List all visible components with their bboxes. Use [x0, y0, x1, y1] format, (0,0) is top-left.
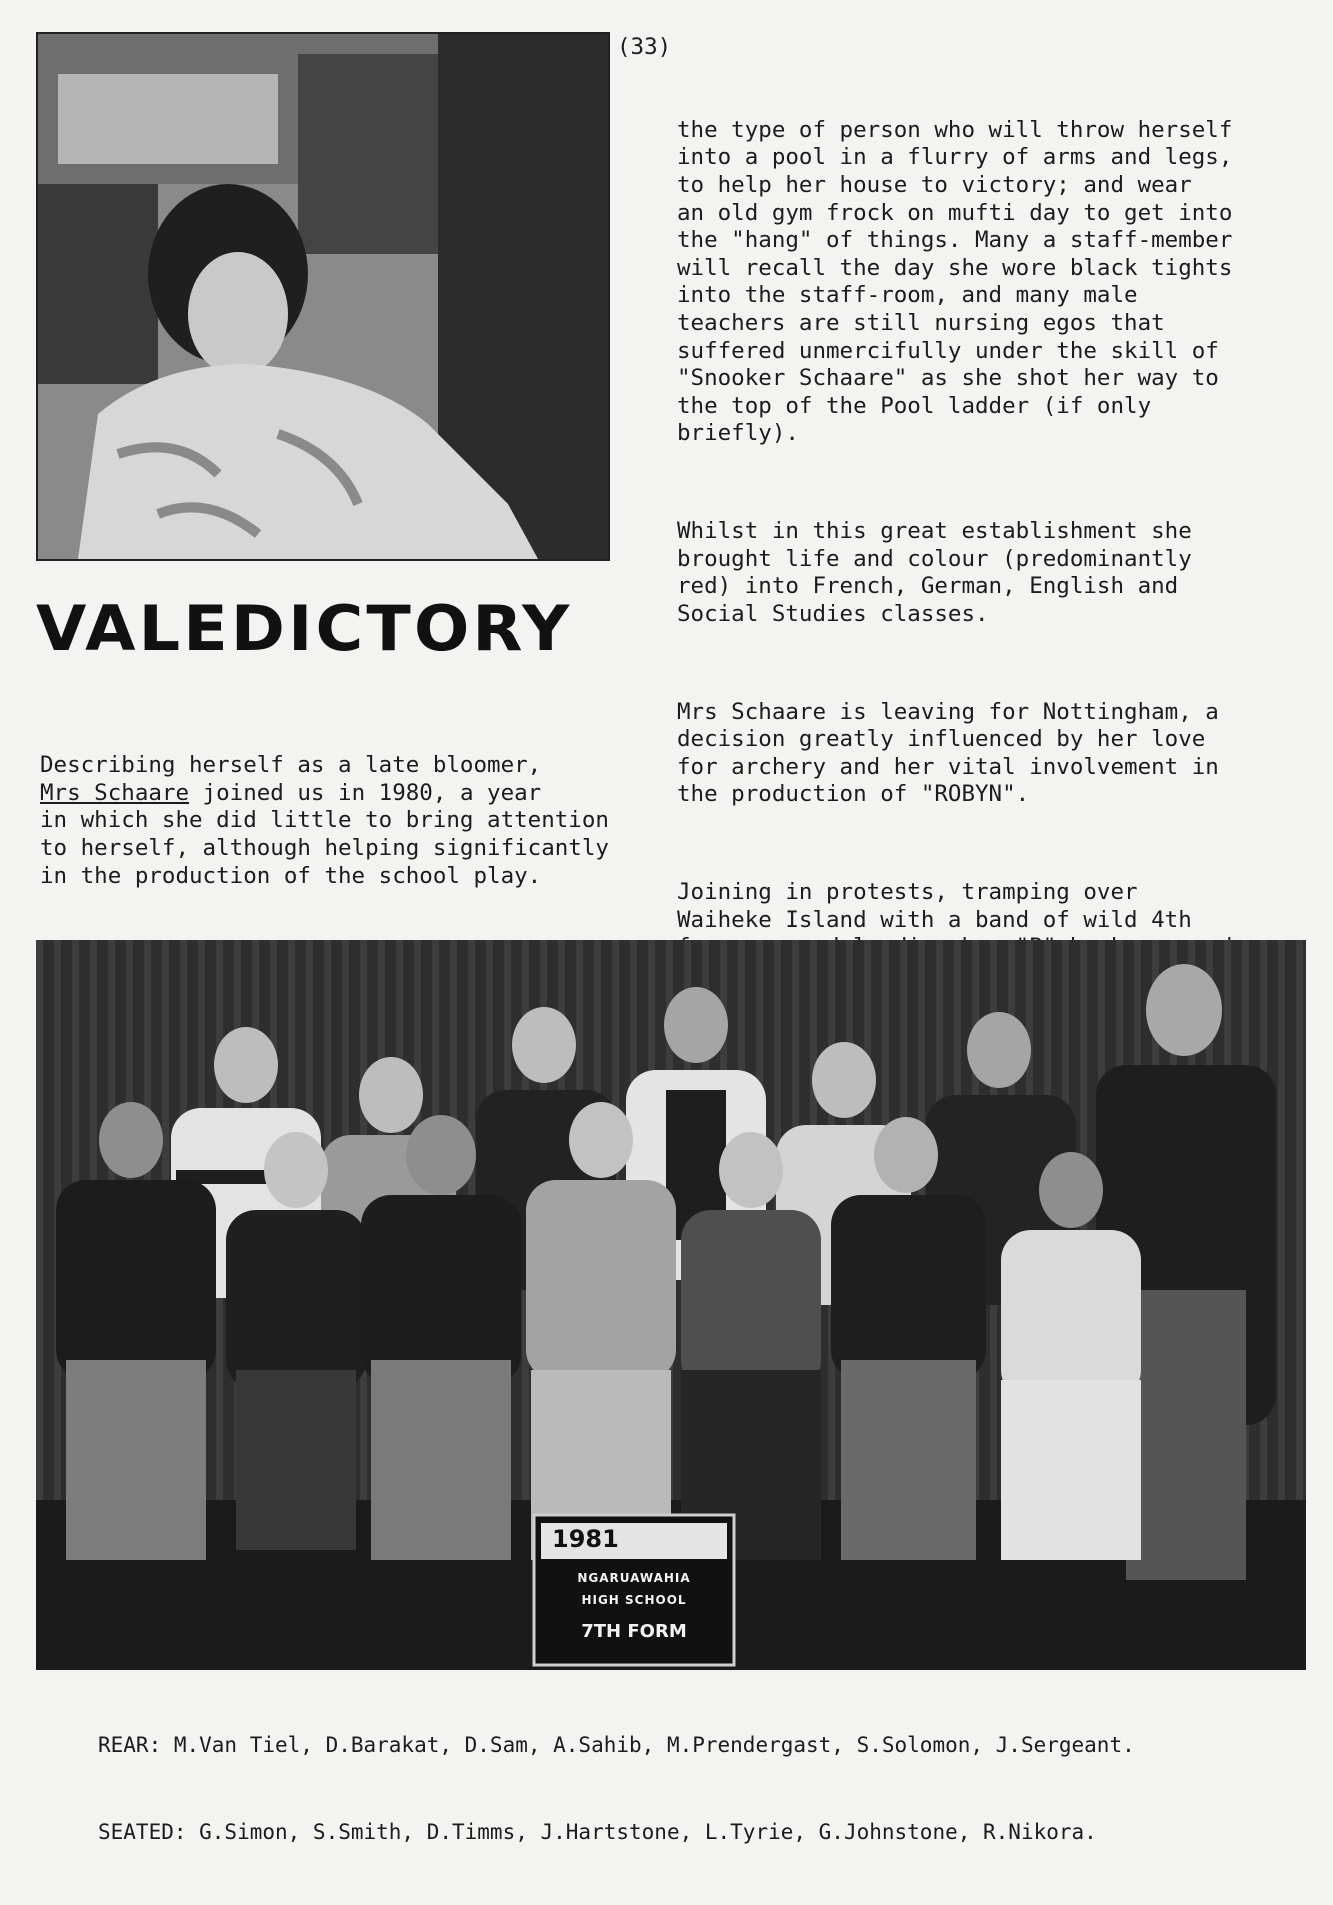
- right-paragraph-3: Mrs Schaare is leaving for Nottingham, a decision greatly influenced by her love for archery and her vital involvement in the production of "ROBYN".: [677, 698, 1219, 808]
- intro-paragraph: [40, 752, 640, 890]
- sign-school-line1: NGARUAWAHIA: [577, 1571, 691, 1585]
- sign-form: 7TH FORM: [581, 1621, 687, 1642]
- intro-text-start: Describing herself as a late bloomer,: [40, 752, 542, 779]
- sign-school-line2: HIGH SCHOOL: [581, 1593, 687, 1607]
- teacher-name: Mrs Schaare: [40, 779, 190, 806]
- group-photo: [36, 940, 1306, 1670]
- year-sign: [534, 1515, 734, 1665]
- caption-seated: SEATED: G.Simon, S.Smith, D.Timms, J.Hartstone, L.Tyrie, G.Johnstone, R.Nikora.: [98, 1820, 1097, 1844]
- page-ref: (33): [617, 34, 672, 60]
- portrait-photo: [36, 32, 610, 561]
- photo-caption: [98, 1673, 1318, 1905]
- right-paragraph-1: the type of person who will throw herself into a pool in a flurry of arms and legs, to help her house to victory; and wear an old gym frock on mufti day to get into the "hang" of things. Many a staff-member will recall the day she wore black tights into the staff-room, and many male teachers are still nursing egos that suffered unmercifully under the skill of "Snooker Schaare" as she shot her way to the top of the Pool ladder (if only briefly).: [677, 116, 1233, 447]
- intro-text-end: joined us in 1980, a year in which she did little to bring attention to herself, although helping significantly in the production of the school play.: [40, 779, 609, 889]
- sign-year: 1981: [552, 1525, 619, 1553]
- valedictory-heading: VALEDICTORY: [36, 592, 573, 665]
- caption-rear: REAR: M.Van Tiel, D.Barakat, D.Sam, A.Sahib, M.Prendergast, S.Solomon, J.Sergeant.: [98, 1733, 1135, 1757]
- right-paragraph-2: Whilst in this great establishment she brought life and colour (predominantly red) into French, German, English and Social Studies classes.: [677, 518, 1192, 627]
- right-paragraph-4: Joining in protests, tramping over Waiheke Island with a band of wild 4th: [677, 879, 1192, 933]
